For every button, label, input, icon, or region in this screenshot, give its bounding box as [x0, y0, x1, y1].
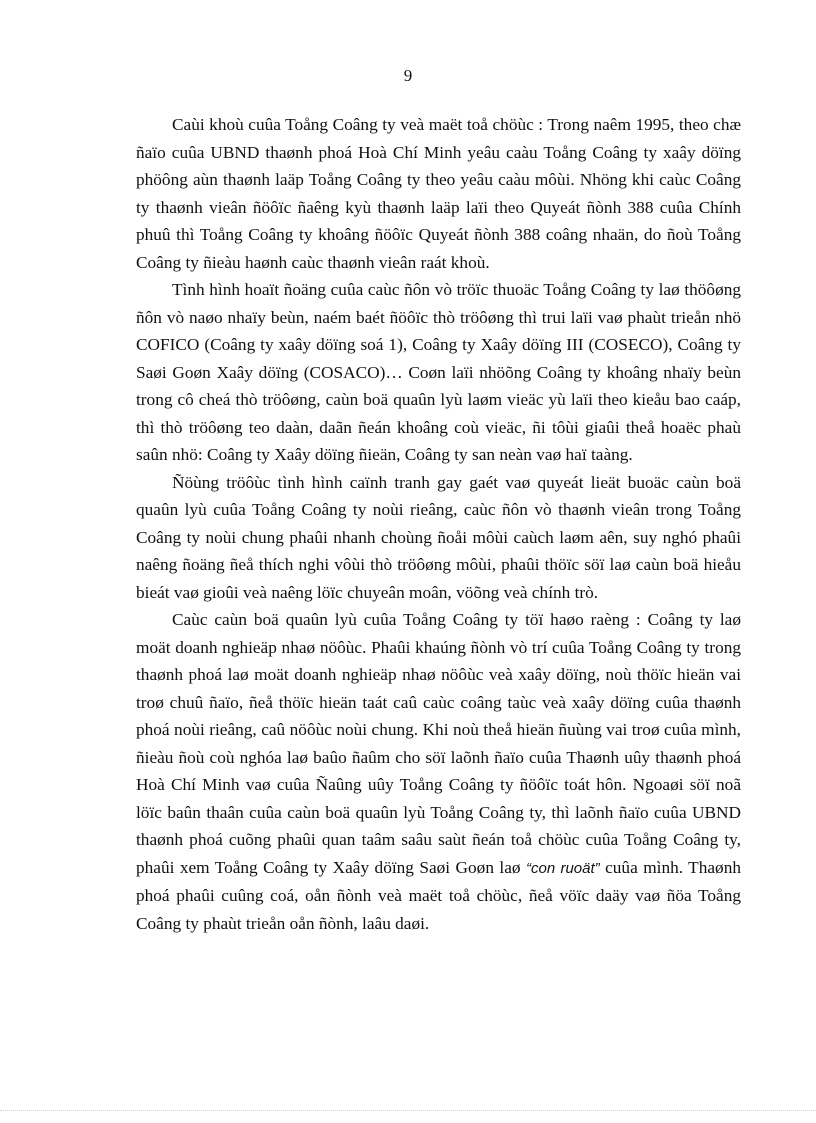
paragraph-competition: Ñöùng tröôùc tình hình caïnh tranh gay gaét vaø quyeát lieät buoäc caùn boä quaûn lyù cuûa Toång Coâng ty noùi rieâng, caùc ñôn vò thaønh vieân trong Toång Coâng ty noùi chung phaûi nhanh choùng ñoåi môùi caùch laøm aên, suy nghó phaûi naêng ñoäng ñeå thích nghi vôùi thò tröôøng môùi, phaûi thöïc söï laø caùn boä hieåu bieát vaø gioûi veà naêng löïc chuyeân moân, vöõng veà chính trò. — [136, 472, 741, 602]
paragraph-management-pride-tail: cuûa mình. Thaønh phoá phaûi cuûng coá, oån ñònh veà maët toå chöùc, ñeå vöïc daäy vaø ñöa Toång Coâng ty phaùt trieån oån ñònh, laâu daøi. — [136, 857, 741, 933]
body-text — [136, 111, 741, 937]
footer-divider — [0, 1110, 816, 1111]
quote-con-ruot: “con ruoät” — [525, 859, 600, 877]
paragraph-unit-activity: Tình hình hoaït ñoäng cuûa caùc ñôn vò tröïc thuoäc Toång Coâng ty laø thöôøng ñôn vò naøo nhaïy beùn, naém baét ñöôïc thò tröôøng thì trui laïi vaø phaùt trieån nhö COFICO (Coâng ty xaây döïng soá 1), Coâng ty Xaây döïng III (COSECO), Coâng ty Saøi Goøn Xaây döïng (COSACO)… Coøn laïi nhöõng Coâng ty khoâng nhaïy beùn trong cô cheá thò tröôøng, caùn boä quaûn lyù laøm vieäc yù laïi theo kieåu bao caáp, thì thò tröôøng teo daàn, daãn ñeán khoâng coù vieäc, ñi tôùi giaûi theå hoaëc phaù saûn nhö: Coâng ty Xaây döïng ñieän, Coâng ty san neàn vaø haï taàng. — [136, 280, 741, 464]
paragraph-management-pride — [136, 606, 741, 937]
paragraph-org-difficulty: Caùi khoù cuûa Toång Coâng ty veà maët toå chöùc : Trong naêm 1995, theo chæ ñaïo cuûa UBND thaønh phoá Hoà Chí Minh yeâu caàu Toång Coâng ty xaây döïng phöông aùn thaønh laäp Toång Coâng ty theo yeâu caàu môùi. Nhöng khi caùc Coâng ty thaønh vieân ñöôïc ñaêng kyù thaønh laäp laïi theo Quyeát ñònh 388 cuûa Chính phuû thì Toång Coâng ty khoâng ñöôïc Quyeát ñònh 388 coâng nhaän, do ñoù Toång Coâng ty ñieàu haønh caùc thaønh vieân raát khoù. — [136, 115, 741, 272]
paragraph-management-pride-text: Caùc caùn boä quaûn lyù cuûa Toång Coâng ty töï haøo raèng : Coâng ty laø moät doanh nghieäp nhaø nöôùc. Phaûi khaúng ñònh vò trí cuûa Toång Coâng ty trong thaønh phoá laø moät doanh nghieäp nhaø nöôùc veà xaây döïng, noù thöïc hieän vai troø chuû ñaïo, ñeå thöïc hieän taát caû caùc coâng taùc veà xaây döïng cuûa thaønh phoá noùi rieâng, caû nöôùc noùi chung. Khi noù theå hieän ñuùng vai troø cuûa mình, ñieàu ñoù coù nghóa laø baûo ñaûm cho söï laõnh ñaïo cuûa Thaønh uûy thaønh phoá Hoà Chí Minh vaø cuûa Ñaûng uûy Toång Coâng ty ñöôïc toát hôn. Ngoaøi söï noã löïc baûn thaân cuûa caùn boä quaûn lyù Toång Coâng ty, thì laõnh ñaïo cuûa UBND thaønh phoá cuõng phaûi quan taâm saâu saùt ñeán toå chöùc cuûa Toång Coâng ty, phaûi xem Toång Coâng ty Xaây döïng Saøi Goøn laø — [136, 610, 741, 877]
page-number: 9 — [403, 66, 413, 85]
